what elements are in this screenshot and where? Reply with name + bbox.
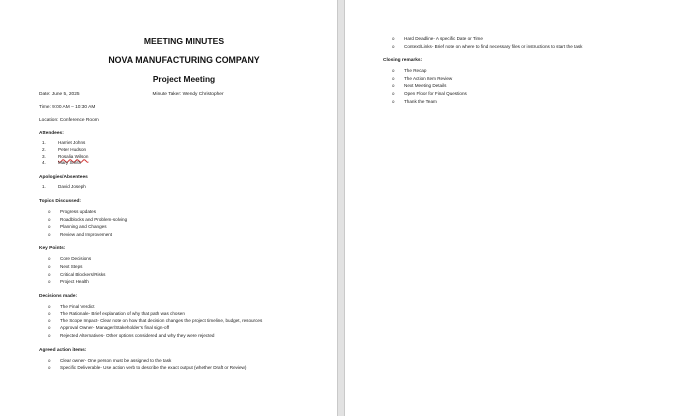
bullet-icon: o — [48, 332, 51, 338]
list-item: o Project Health — [48, 279, 89, 285]
bullet-icon: o — [392, 36, 395, 41]
company-name: NOVA MANUFACTURING COMPANY — [108, 55, 260, 65]
bullet-icon: o — [48, 224, 51, 230]
page-gap — [337, 0, 345, 416]
list-item: 2. Peter Hudson — [42, 146, 87, 152]
document-page-1 — [0, 0, 337, 416]
bullet-icon: o — [392, 90, 395, 96]
bullet-icon: o — [392, 83, 395, 89]
meeting-location: Location: Conference Room — [39, 118, 99, 123]
bullet-icon: o — [48, 271, 51, 277]
list-item: o Core Decisions — [48, 256, 92, 262]
attendees-heading: Attendees: — [39, 131, 64, 136]
attendees-list — [39, 140, 329, 167]
bullet-icon: o — [48, 256, 51, 262]
meeting-time: Time: 9:00 AM – 10:30 AM — [39, 105, 96, 110]
topics-list — [39, 208, 329, 238]
bullet-icon: o — [48, 325, 51, 331]
apologies-heading: Apologies/Absentees — [39, 175, 88, 181]
date-row — [39, 92, 329, 97]
minute-taker: Minute Taker: Wendy Christopher — [152, 92, 224, 97]
decisions-heading: Decisions made: — [39, 293, 78, 299]
list-item: o Hard Deadline- A specific Date or Time — [392, 36, 483, 41]
decisions-list — [39, 303, 329, 340]
list-item: o The Rationale- Brief explanation of why that path was chosen — [48, 311, 185, 317]
list-item: o Progress updates — [48, 208, 97, 214]
bullet-icon: o — [48, 279, 51, 285]
list-item: 1. Harriet Johns — [42, 140, 86, 145]
list-item: o Open Floor for Final Questions — [392, 90, 467, 96]
list-item: o Specific Deliverable- Use action verb to describe the exact output (whether Draft or Review) — [48, 365, 247, 371]
bullet-icon: o — [392, 75, 395, 81]
list-item: o Next Steps — [48, 263, 83, 269]
list-item: 3. Rosalia Wilson — [42, 153, 89, 159]
page-2-content — [383, 35, 673, 105]
list-item: o Critical Blockers/Risks — [48, 271, 106, 277]
list-item: o Approval Owner- Manager/Stakeholder’s final sign-off — [48, 325, 170, 331]
bullet-icon: o — [48, 311, 51, 317]
bullet-icon: o — [48, 263, 51, 269]
closing-list — [383, 67, 673, 105]
document-page-2 — [345, 0, 680, 416]
bullet-icon: o — [392, 98, 395, 104]
bullet-icon: o — [48, 365, 51, 371]
list-item: o Rejected Alternatives- Other options considered and why they were rejected — [48, 332, 215, 338]
keypoints-heading: Key Points: — [39, 246, 66, 252]
meeting-date: Date: June 5, 2025 — [39, 92, 80, 97]
list-item: o Planning and Changes — [48, 224, 107, 230]
bullet-icon: o — [48, 208, 51, 214]
list-item: 4. Mary Smith — [42, 160, 82, 166]
bullet-icon: o — [48, 357, 51, 363]
list-item: o Context/Links- Brief note on where to find necessary files or instructions to start the task — [392, 43, 583, 49]
apologies-list — [39, 184, 329, 191]
bullet-icon: o — [392, 43, 395, 49]
page-1-content — [39, 36, 329, 372]
bullet-icon: o — [392, 68, 395, 74]
list-item: o Thank the Team — [392, 98, 437, 104]
bullet-icon: o — [48, 317, 51, 323]
list-item: 1. David Joseph — [42, 184, 86, 190]
list-item: o The Scope Impact- Clear note on how that decision changes the project timeline, budget, resources — [48, 317, 263, 323]
actions-list — [39, 357, 329, 372]
list-item: o Clear owner- One person must be assigned to the task — [48, 357, 172, 363]
actions-list-continued — [383, 35, 673, 50]
keypoints-list — [39, 255, 329, 285]
bullet-icon: o — [48, 216, 51, 222]
document-title: MEETING MINUTES — [143, 36, 225, 46]
actions-heading: Agreed action items: — [39, 347, 87, 353]
list-item: o The Final Verdict — [48, 303, 95, 309]
meeting-type: Project Meeting — [152, 74, 216, 84]
closing-heading: Closing remarks: — [383, 58, 423, 64]
list-item: o Review and Improvement — [48, 231, 113, 237]
list-item: o Roadblocks and Problem-solving — [48, 216, 128, 222]
topics-heading: Topics Discussed: — [39, 198, 82, 204]
list-item: o Next Meeting Details — [392, 83, 447, 89]
bullet-icon: o — [48, 303, 51, 309]
list-item: o The Action Item Review — [392, 75, 453, 81]
list-item: o The Recap — [392, 68, 427, 74]
bullet-icon: o — [48, 231, 51, 237]
